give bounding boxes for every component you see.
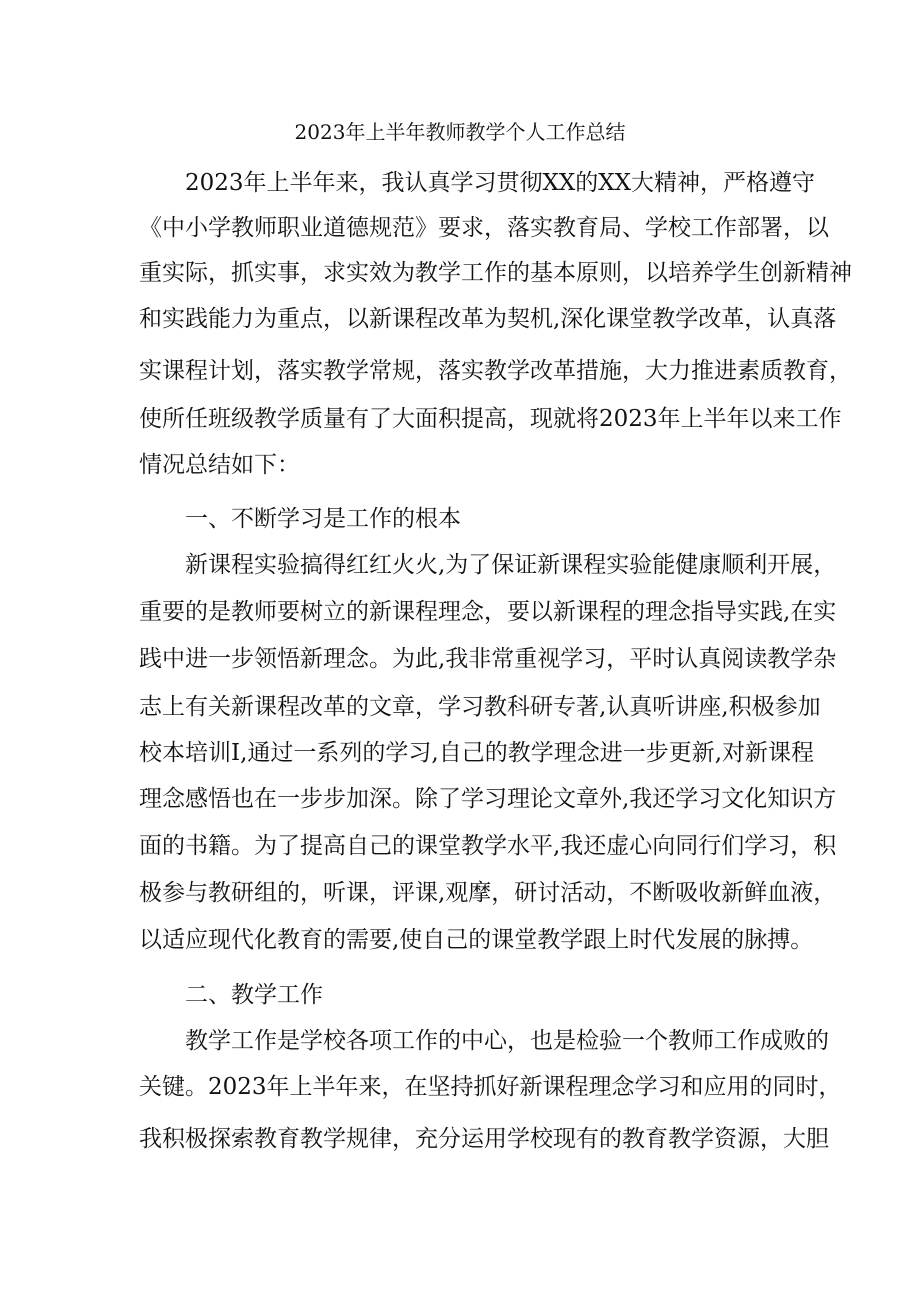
paragraph-line: 情况总结如下：: [139, 452, 300, 478]
paragraph-line: 以适应现代化教育的需要,使自己的课堂教学跟上时代发展的脉搏。: [139, 927, 814, 953]
section-heading: 一、不断学习是工作的根本: [185, 506, 461, 532]
paragraph-line: 面的书籍。为了提高自己的课堂教学水平,我还虚心向同行们学习，积: [139, 833, 837, 859]
paragraph-line: 重实际，抓实事，求实效为教学工作的基本原则，以培养学生创新精神: [139, 260, 852, 286]
paragraph-line: 我积极探索教育教学规律，充分运用学校现有的教育教学资源，大胆: [139, 1126, 829, 1152]
document-title: 2023年上半年教师教学个人工作总结: [294, 120, 626, 144]
paragraph-line: 教学工作是学校各项工作的中心，也是检验一个教师工作成败的: [185, 1028, 829, 1054]
paragraph-line: 理念感悟也在一步步加深。除了学习理论文章外,我还学习文化知识方: [139, 786, 837, 812]
paragraph-line: 极参与教研组的，听课，评课,观摩，研讨活动，不断吸收新鲜血液，: [139, 880, 837, 906]
paragraph-line: 重要的是教师要树立的新课程理念，要以新课程的理念指导实践,在实: [139, 599, 837, 625]
paragraph-line: 2023年上半年来，我认真学习贯彻XX的XX大精神，严格遵守: [185, 170, 816, 196]
paragraph-line: 和实践能力为重点，以新课程改革为契机,深化课堂教学改革，认真落: [139, 306, 837, 332]
paragraph-line: 志上有关新课程改革的文章，学习教科研专著,认真听讲座,积极参加: [139, 694, 821, 720]
paragraph-line: 《中小学教师职业道德规范》要求，落实教育局、学校工作部署，以: [139, 215, 829, 241]
paragraph-line: 实课程计划，落实教学常规，落实教学改革措施，大力推进素质教育，: [139, 358, 852, 384]
paragraph-line: 关键。2023年上半年来，在坚持抓好新课程理念学习和应用的同时，: [139, 1074, 842, 1100]
section-heading: 二、教学工作: [185, 982, 323, 1008]
paragraph-line: 新课程实验搞得红红火火,为了保证新课程实验能健康顺利开展，: [185, 552, 837, 578]
paragraph-line: 校本培训I,通过一系列的学习,自己的教学理念进一步更新,对新课程: [139, 740, 815, 766]
paragraph-line: 践中进一步领悟新理念。为此,我非常重视学习，平时认真阅读教学杂: [139, 646, 837, 672]
paragraph-line: 使所任班级教学质量有了大面积提高，现就将2023年上半年以来工作: [139, 406, 842, 432]
